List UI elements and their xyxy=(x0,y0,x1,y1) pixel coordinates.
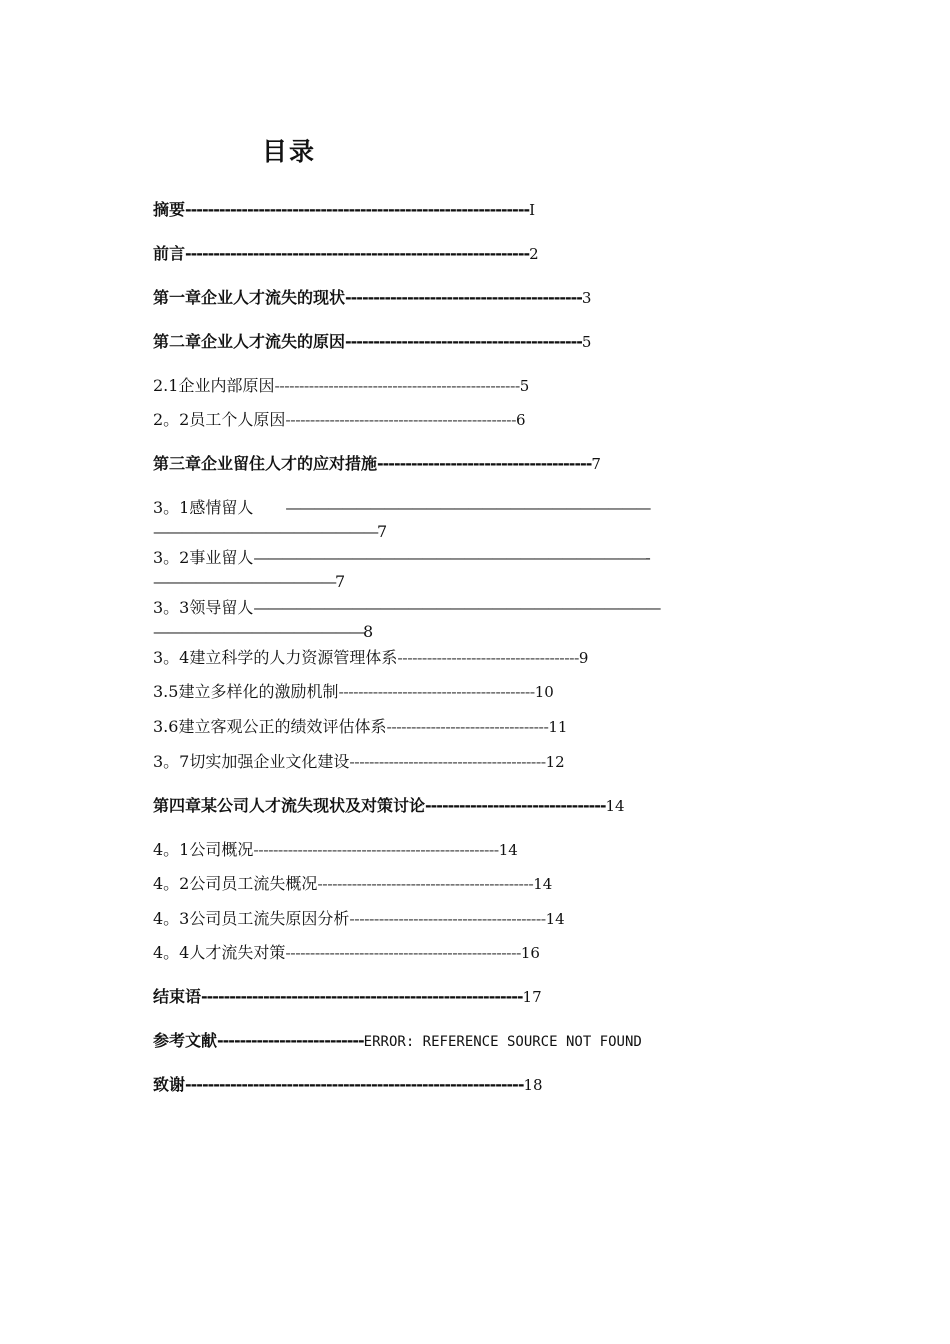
toc-entry-label: 第一章企业人才流失的现状 xyxy=(153,288,346,307)
toc-entry-label: 摘要 xyxy=(153,200,186,219)
toc-entry-4-4[interactable] xyxy=(153,941,801,965)
toc-leader: ---------------------------------------- xyxy=(338,682,535,701)
toc-leader: -------------------------------------- xyxy=(377,454,592,473)
toc-page-number: 6 xyxy=(515,411,526,429)
toc-page-number: 7 xyxy=(335,572,346,591)
toc-page-number: 7 xyxy=(591,455,601,473)
toc-leader: ————————————————————————————- xyxy=(253,548,649,567)
toc-entry-label: 2。2员工个人原因 xyxy=(153,410,286,429)
toc-leader: --------------------------------------------------------- xyxy=(201,987,523,1006)
toc-page-number: 14 xyxy=(533,875,553,893)
toc-entry-label: 前言 xyxy=(153,244,186,263)
toc-entry-3-7[interactable] xyxy=(153,750,801,774)
toc-entry-label: 3。2事业留人 xyxy=(153,548,254,567)
toc-entry-conclusion[interactable] xyxy=(153,985,801,1009)
toc-entry-label: 参考文献 xyxy=(153,1031,218,1050)
toc-leader: -------------------------------------------------- xyxy=(274,376,520,395)
toc-entry-2-1[interactable] xyxy=(153,374,801,398)
toc-page-number: 7 xyxy=(377,522,388,541)
toc-page-number: 5 xyxy=(581,333,592,351)
toc-page-number: 10 xyxy=(534,683,554,701)
toc-entry-2-2[interactable] xyxy=(153,408,801,432)
toc-entry-label: 4。1公司概况 xyxy=(153,840,254,859)
toc-page-number: 5 xyxy=(519,377,530,395)
toc-entry-chapter-4[interactable] xyxy=(153,794,801,818)
toc-entry-label: 3。7切实加强企业文化建设 xyxy=(153,752,350,771)
toc-leader: ------------------------------------------ xyxy=(345,332,582,351)
toc-leader-continued: ————————————— xyxy=(153,572,335,591)
toc-entry-abstract[interactable] xyxy=(153,198,801,222)
toc-entry-label: 3.5建立多样化的激励机制 xyxy=(153,682,339,701)
toc-entry-4-3[interactable] xyxy=(153,907,801,931)
toc-entry-label: 第二章企业人才流失的原因 xyxy=(153,332,346,351)
toc-leader-continued: ——————————————— xyxy=(153,622,363,641)
toc-entry-references[interactable] xyxy=(153,1029,801,1053)
toc-entry-3-3[interactable] xyxy=(153,596,823,644)
toc-page-number: 8 xyxy=(363,622,374,641)
toc-leader-continued: ———————————————— xyxy=(153,522,377,541)
toc-leader: ---------------------------------------- xyxy=(349,752,546,771)
toc-entry-label: 4。3公司员工流失原因分析 xyxy=(153,909,350,928)
toc-entry-chapter-1[interactable] xyxy=(153,286,801,310)
toc-leader: --------------------------------- xyxy=(386,717,549,736)
toc-leader: ------------------------------------------------------------- xyxy=(185,200,530,219)
toc-entry-label: 第三章企业留住人才的应对措施 xyxy=(153,454,378,473)
toc-entry-acknowledgements[interactable] xyxy=(153,1073,801,1097)
toc-leader: ------------------------------------------------ xyxy=(285,943,521,962)
toc-leader: ------------------------------------------------------------- xyxy=(185,244,530,263)
toc-page-number: ERROR: REFERENCE SOURCE NOT FOUND xyxy=(363,1034,642,1050)
toc-entry-label: 4。4人才流失对策 xyxy=(153,943,286,962)
toc-entry-3-6[interactable] xyxy=(153,715,801,739)
toc-leader: -------------------------------- xyxy=(425,796,606,815)
toc-page-number: 16 xyxy=(520,944,540,962)
toc-page-number: 14 xyxy=(545,910,565,928)
toc-page-number: 9 xyxy=(578,649,589,667)
toc-entry-3-4[interactable] xyxy=(153,646,801,670)
toc-entry-label: 3。1感情留人 xyxy=(153,498,254,517)
toc-page-number: 2 xyxy=(529,245,539,263)
toc-page-number: 11 xyxy=(548,718,568,736)
toc-entry-label: 3。3领导留人 xyxy=(153,598,254,617)
toc-leader: -------------------------------------------------- xyxy=(253,840,499,859)
toc-entry-label: 2.1企业内部原因 xyxy=(153,376,275,395)
toc-page-number: 14 xyxy=(605,797,625,815)
toc-page-number: 12 xyxy=(545,753,565,771)
toc-entry-3-2[interactable] xyxy=(153,546,823,594)
toc-entry-chapter-2[interactable] xyxy=(153,330,801,354)
toc-leader: ------------------------------------------ xyxy=(345,288,582,307)
toc-page-number: 18 xyxy=(523,1076,543,1094)
toc-entry-3-5[interactable] xyxy=(153,680,801,704)
toc-page-number: 17 xyxy=(522,988,542,1006)
toc-entry-label: 4。2公司员工流失概况 xyxy=(153,874,318,893)
toc-entry-preface[interactable] xyxy=(153,242,801,266)
toc-entry-label: 3.6建立客观公正的绩效评估体系 xyxy=(153,717,387,736)
toc-leader: ---------------------------------------- xyxy=(349,909,546,928)
toc-entry-label: 结束语 xyxy=(153,987,202,1006)
toc-leader: ————————————————————————————— xyxy=(253,598,660,617)
toc-leader: ------------------------------------- xyxy=(397,648,579,667)
toc-page-number: I xyxy=(529,201,536,219)
toc-entry-4-2[interactable] xyxy=(153,872,801,896)
toc-entry-chapter-3[interactable] xyxy=(153,452,801,476)
toc-page-number: 14 xyxy=(498,841,518,859)
toc-leader: -------------------------- xyxy=(217,1031,364,1050)
toc-page-number: 3 xyxy=(581,289,592,307)
toc-entry-label: 第四章某公司人才流失现状及对策讨论 xyxy=(153,796,426,815)
toc-leader: ----------------------------------------------- xyxy=(285,410,516,429)
toc-entry-3-1[interactable] xyxy=(153,496,823,544)
page-title: 目录 xyxy=(262,137,317,166)
toc-entry-4-1[interactable] xyxy=(153,838,801,862)
toc-leader: ------------------------------------------------------------ xyxy=(185,1075,524,1094)
toc-leader: -------------------------------------------- xyxy=(317,874,534,893)
toc-leader: —————————————————————————— xyxy=(285,498,650,517)
toc-entry-label: 致谢 xyxy=(153,1075,186,1094)
toc-entry-label: 3。4建立科学的人力资源管理体系 xyxy=(153,648,398,667)
